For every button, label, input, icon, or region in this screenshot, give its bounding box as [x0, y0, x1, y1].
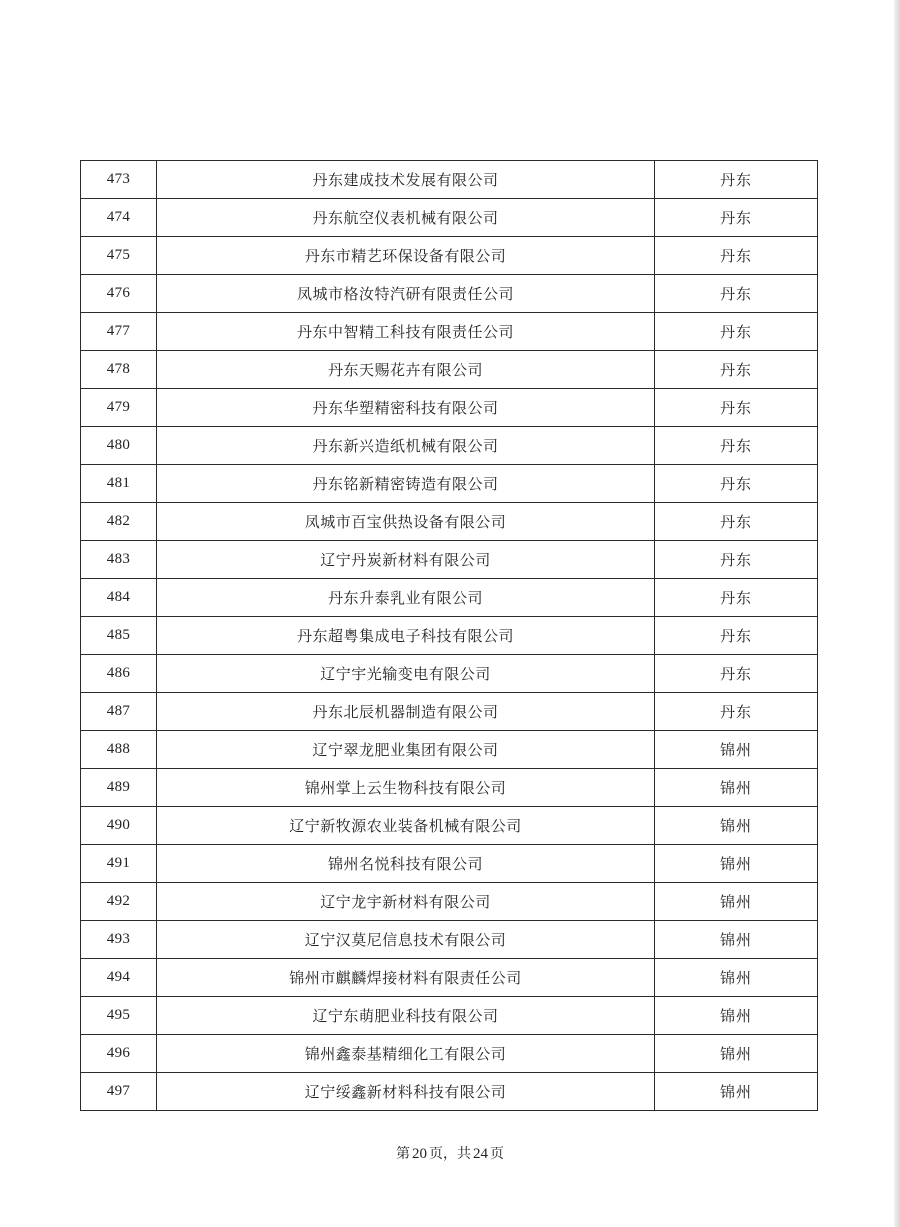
row-number: 490	[81, 807, 157, 845]
row-number: 492	[81, 883, 157, 921]
table-row	[81, 921, 818, 959]
footer-prefix: 第	[396, 1146, 410, 1162]
current-page-number: 20	[412, 1146, 427, 1162]
city-name: 锦州	[655, 883, 818, 921]
table-row	[81, 617, 818, 655]
city-name: 丹东	[655, 579, 818, 617]
row-number: 495	[81, 997, 157, 1035]
row-number: 481	[81, 465, 157, 503]
table-row	[81, 465, 818, 503]
city-name: 丹东	[655, 427, 818, 465]
row-number: 493	[81, 921, 157, 959]
table-row	[81, 427, 818, 465]
city-name: 锦州	[655, 959, 818, 997]
table-row	[81, 313, 818, 351]
table-row	[81, 579, 818, 617]
row-number: 484	[81, 579, 157, 617]
city-name: 锦州	[655, 921, 818, 959]
total-pages-number: 24	[473, 1146, 488, 1162]
table-row	[81, 199, 818, 237]
table-row	[81, 845, 818, 883]
city-name: 丹东	[655, 199, 818, 237]
city-name: 丹东	[655, 465, 818, 503]
row-number: 497	[81, 1073, 157, 1111]
table-row	[81, 161, 818, 199]
table-row	[81, 807, 818, 845]
company-name: 凤城市百宝供热设备有限公司	[157, 503, 655, 541]
company-name: 辽宁绥鑫新材料科技有限公司	[157, 1073, 655, 1111]
table-body	[81, 161, 818, 1111]
company-name: 辽宁丹炭新材料有限公司	[157, 541, 655, 579]
city-name: 锦州	[655, 769, 818, 807]
city-name: 锦州	[655, 1035, 818, 1073]
city-name: 丹东	[655, 351, 818, 389]
row-number: 475	[81, 237, 157, 275]
city-name: 丹东	[655, 237, 818, 275]
table-row	[81, 693, 818, 731]
company-name: 凤城市格汝特汽研有限责任公司	[157, 275, 655, 313]
company-name: 锦州名悦科技有限公司	[157, 845, 655, 883]
footer-middle: 页，共	[429, 1146, 471, 1162]
table-row	[81, 959, 818, 997]
company-name: 辽宁新牧源农业装备机械有限公司	[157, 807, 655, 845]
company-list-table	[80, 160, 818, 1111]
company-name: 锦州鑫泰基精细化工有限公司	[157, 1035, 655, 1073]
city-name: 锦州	[655, 1073, 818, 1111]
table-row	[81, 1035, 818, 1073]
table-row	[81, 275, 818, 313]
table-row	[81, 731, 818, 769]
table-row	[81, 997, 818, 1035]
company-name: 丹东建成技术发展有限公司	[157, 161, 655, 199]
company-name: 辽宁龙宇新材料有限公司	[157, 883, 655, 921]
company-name: 辽宁宇光输变电有限公司	[157, 655, 655, 693]
row-number: 477	[81, 313, 157, 351]
city-name: 锦州	[655, 807, 818, 845]
city-name: 丹东	[655, 655, 818, 693]
row-number: 494	[81, 959, 157, 997]
table-row	[81, 541, 818, 579]
row-number: 480	[81, 427, 157, 465]
company-name: 辽宁东萌肥业科技有限公司	[157, 997, 655, 1035]
table-row	[81, 351, 818, 389]
table-row	[81, 1073, 818, 1111]
row-number: 473	[81, 161, 157, 199]
city-name: 丹东	[655, 275, 818, 313]
row-number: 496	[81, 1035, 157, 1073]
row-number: 486	[81, 655, 157, 693]
city-name: 丹东	[655, 541, 818, 579]
company-name: 丹东铭新精密铸造有限公司	[157, 465, 655, 503]
row-number: 485	[81, 617, 157, 655]
row-number: 487	[81, 693, 157, 731]
row-number: 478	[81, 351, 157, 389]
company-name: 锦州掌上云生物科技有限公司	[157, 769, 655, 807]
row-number: 483	[81, 541, 157, 579]
city-name: 丹东	[655, 161, 818, 199]
row-number: 491	[81, 845, 157, 883]
city-name: 丹东	[655, 389, 818, 427]
table-row	[81, 389, 818, 427]
company-name: 丹东新兴造纸机械有限公司	[157, 427, 655, 465]
company-name: 丹东超粤集成电子科技有限公司	[157, 617, 655, 655]
company-name: 辽宁汉莫尼信息技术有限公司	[157, 921, 655, 959]
row-number: 489	[81, 769, 157, 807]
table-row	[81, 655, 818, 693]
page-footer	[0, 1143, 900, 1163]
table-row	[81, 237, 818, 275]
table-row	[81, 769, 818, 807]
company-name: 丹东市精艺环保设备有限公司	[157, 237, 655, 275]
company-name: 丹东升泰乳业有限公司	[157, 579, 655, 617]
page-edge	[894, 0, 900, 1227]
company-name: 丹东北辰机器制造有限公司	[157, 693, 655, 731]
city-name: 丹东	[655, 693, 818, 731]
city-name: 丹东	[655, 313, 818, 351]
company-name: 丹东华塑精密科技有限公司	[157, 389, 655, 427]
row-number: 479	[81, 389, 157, 427]
city-name: 丹东	[655, 503, 818, 541]
city-name: 锦州	[655, 731, 818, 769]
company-name: 辽宁翠龙肥业集团有限公司	[157, 731, 655, 769]
table-row	[81, 503, 818, 541]
footer-suffix: 页	[490, 1146, 504, 1162]
company-name: 丹东天赐花卉有限公司	[157, 351, 655, 389]
city-name: 锦州	[655, 845, 818, 883]
row-number: 476	[81, 275, 157, 313]
row-number: 474	[81, 199, 157, 237]
company-name: 丹东航空仪表机械有限公司	[157, 199, 655, 237]
row-number: 482	[81, 503, 157, 541]
company-name: 丹东中智精工科技有限责任公司	[157, 313, 655, 351]
row-number: 488	[81, 731, 157, 769]
table-row	[81, 883, 818, 921]
company-name: 锦州市麒麟焊接材料有限责任公司	[157, 959, 655, 997]
city-name: 丹东	[655, 617, 818, 655]
city-name: 锦州	[655, 997, 818, 1035]
